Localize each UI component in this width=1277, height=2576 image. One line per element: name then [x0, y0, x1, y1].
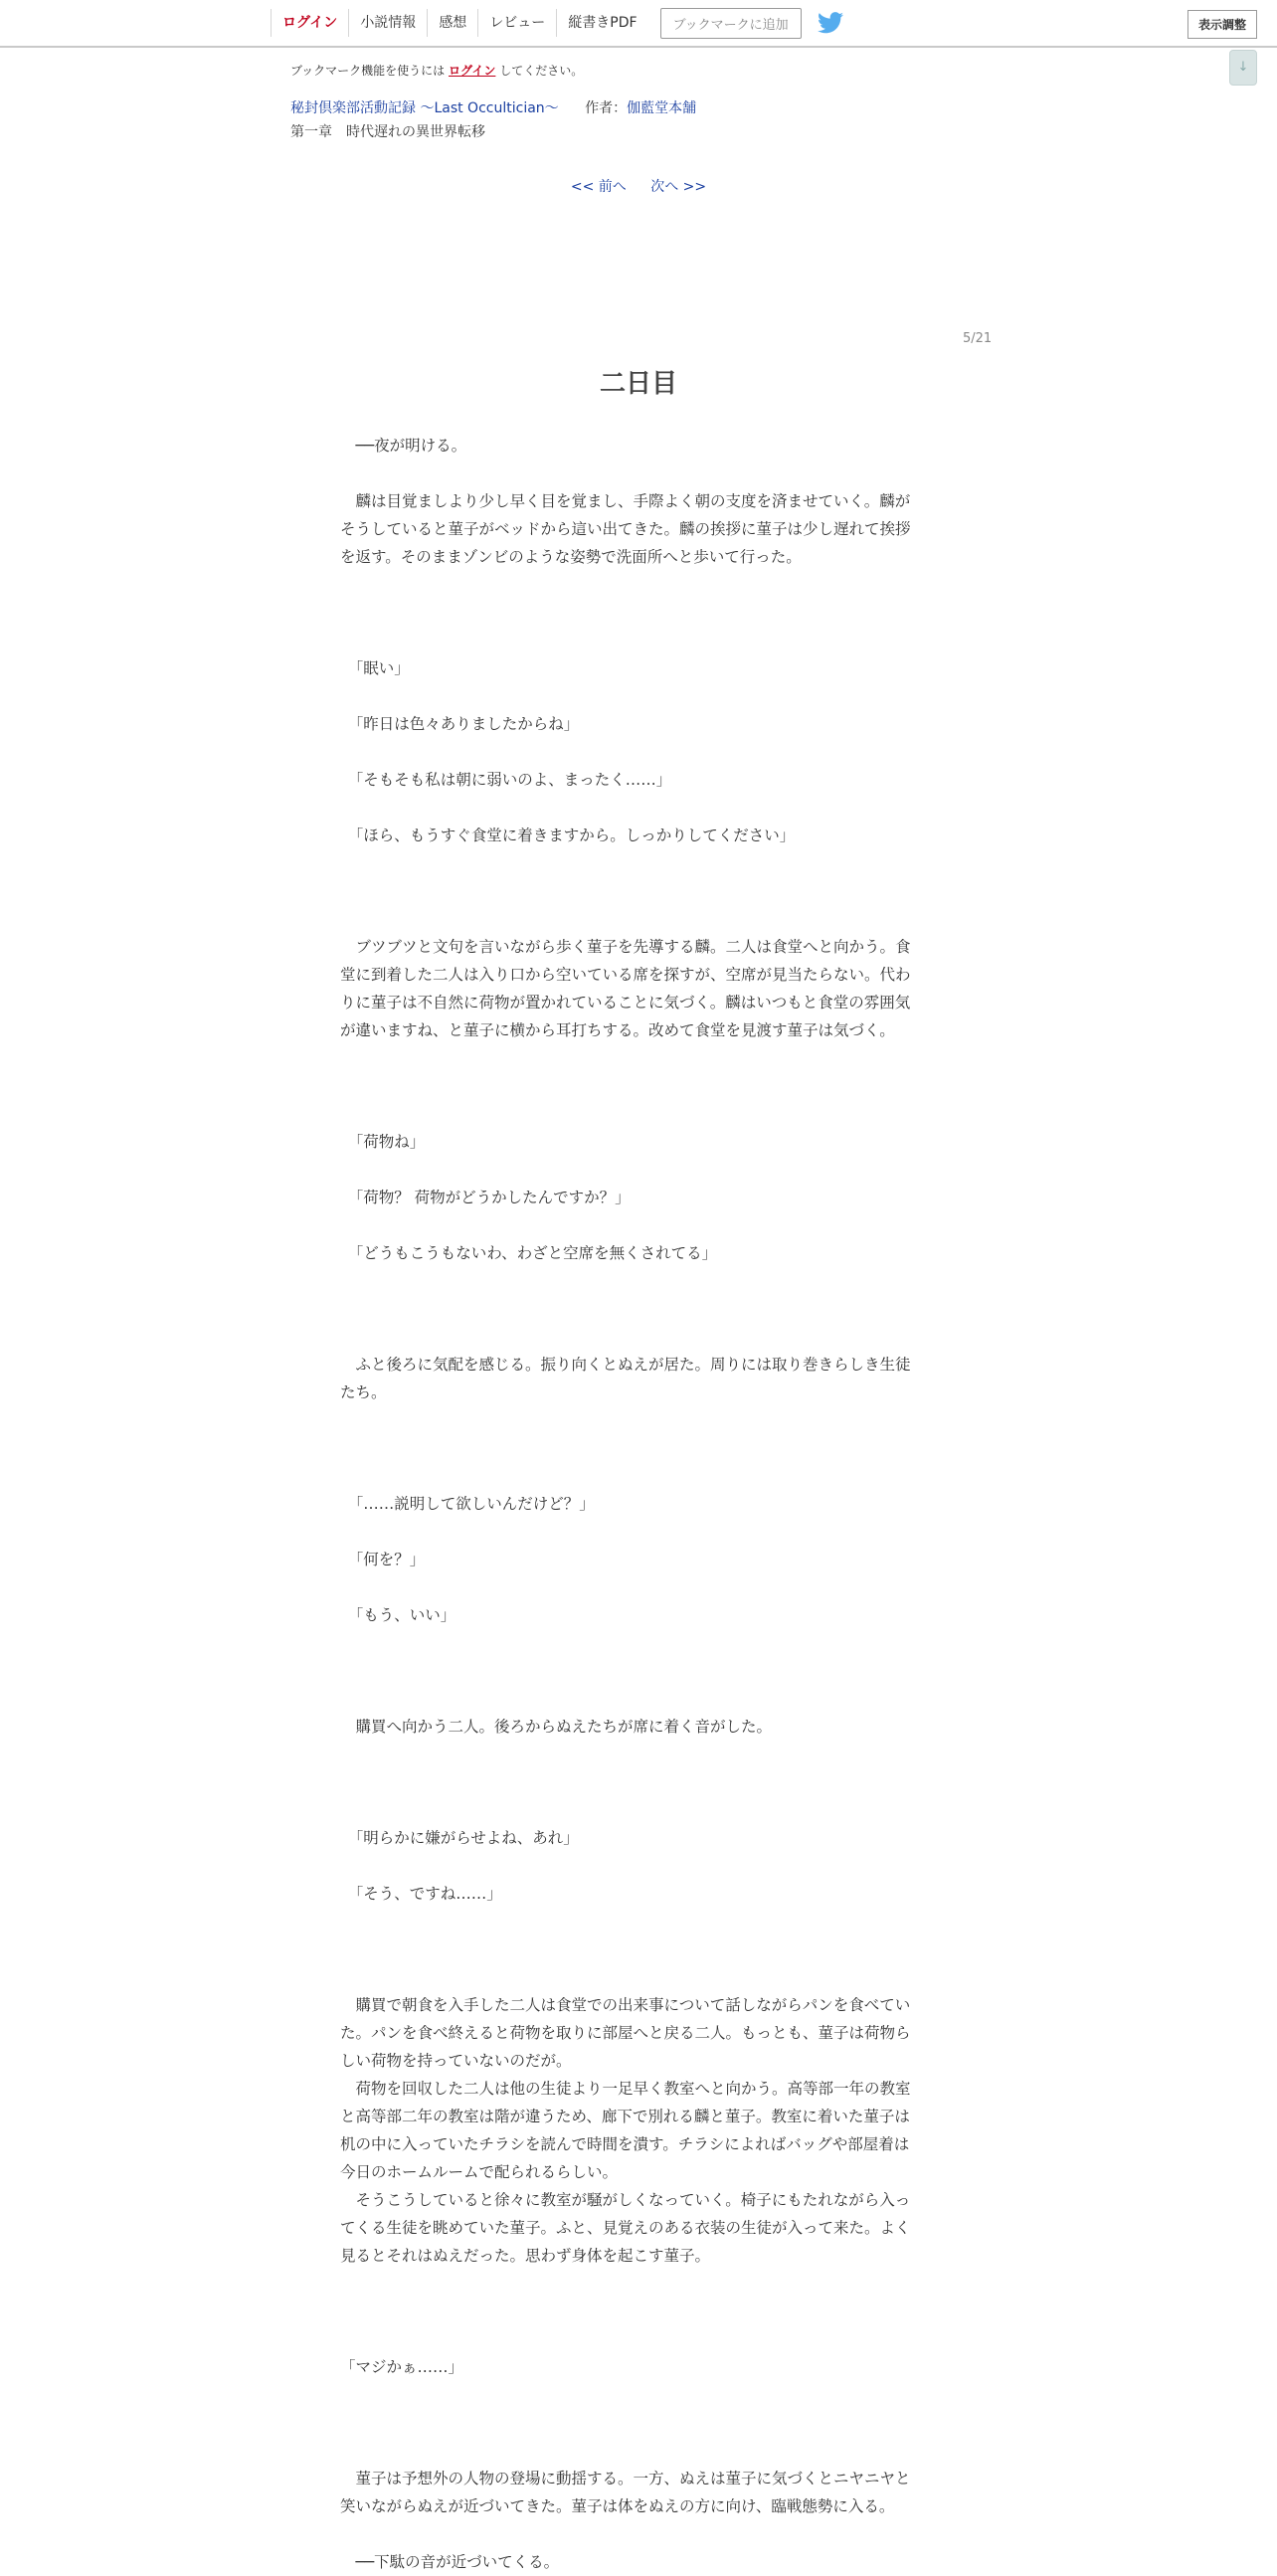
novel-line	[340, 627, 931, 654]
novel-line: しい荷物を持っていないのだが。	[340, 2052, 572, 2070]
series-info	[290, 97, 696, 117]
novel-line	[340, 1963, 931, 1991]
author-label: 作者：	[585, 100, 628, 116]
novel-line: 「眠い」	[340, 659, 410, 677]
novel-line	[340, 2409, 931, 2437]
nav-novel-info[interactable]: 小説情報	[348, 9, 427, 37]
novel-line: 「荷物ね」	[340, 1133, 426, 1151]
novel-line: 「もう、いい」	[340, 1606, 456, 1624]
novel-line: 「マジかぁ……」	[340, 2358, 464, 2376]
novel-line	[340, 1323, 931, 1351]
novel-line	[340, 794, 931, 822]
novel-line: 「どうもこうもないわ、わざと空席を無くされてる」	[340, 1244, 718, 1262]
novel-line	[340, 2520, 931, 2548]
site-header	[0, 0, 1277, 48]
novel-line	[340, 682, 931, 710]
novel-line	[340, 1685, 931, 1713]
novel-line	[340, 1434, 931, 1462]
series-title-link[interactable]: 秘封倶楽部活動記録 ～Last Occultician～	[290, 100, 559, 116]
novel-line: そうこうしていると徐々に教室が騒がしくなっていく。椅子にもたれながら入っ	[340, 2191, 911, 2209]
novel-line: 「荷物？ 荷物がどうかしたんですか？」	[340, 1189, 631, 1206]
novel-line	[340, 849, 931, 877]
novel-line	[340, 2270, 931, 2298]
twitter-icon[interactable]	[818, 12, 843, 34]
novel-line	[340, 1100, 931, 1128]
author-link[interactable]: 伽藍堂本舗	[627, 100, 697, 116]
novel-line: 「……説明して欲しいんだけど？」	[340, 1495, 595, 1513]
novel-line: 「そもそも私は朝に弱いのよ、まったく……」	[340, 771, 672, 789]
next-page-link[interactable]: 次へ >>	[650, 179, 707, 195]
novel-line	[340, 738, 931, 766]
novel-line: と高等部二年の教室は階が違うため、廊下で別れる麟と菫子。教室に着いた菫子は	[340, 2108, 910, 2125]
novel-line: 荷物を回収した二人は他の生徒より一足早く教室へと向かう。高等部一年の教室	[340, 2080, 911, 2098]
novel-line: が違いますね、と菫子に横から耳打ちする。改めて食堂を見渡す菫子は気づく。	[340, 1021, 895, 1039]
novel-line: てくる生徒を眺めていた菫子。ふと、見覚えのある衣装の生徒が入って来た。よく	[340, 2219, 911, 2237]
novel-line: 「そう、ですね……」	[340, 1885, 502, 1903]
novel-line: ──夜が明ける。	[340, 437, 467, 455]
notice-text-after: してください。	[495, 64, 584, 78]
novel-line: 麟は目覚ましより少し早く目を覚まし、手際よく朝の支度を済ませていく。麟が	[340, 492, 911, 510]
novel-line	[340, 877, 931, 905]
novel-line: 「ほら、もうすぐ食堂に着きますから。しっかりしてください」	[340, 827, 796, 844]
novel-line: を返す。そのままゾンビのような姿勢で洗面所へと歩いて行った。	[340, 548, 802, 566]
novel-line	[340, 1629, 931, 1657]
episode-title: 二日目	[599, 369, 677, 399]
novel-line	[340, 905, 931, 933]
novel-line	[340, 460, 931, 487]
pager	[0, 176, 1277, 196]
chapter-title: 第一章 時代遅れの異世界転移	[290, 124, 485, 140]
novel-line: ブツブツと文句を言いながら歩く菫子を先導する麟。二人は食堂へと向かう。食	[340, 938, 911, 956]
novel-line: 机の中に入っていたチラシを読んで時間を潰す。チラシによればバッグや部屋着は	[340, 2135, 910, 2153]
page-number: 5/21	[963, 331, 993, 346]
novel-line: 購買で朝食を入手した二人は食堂での出来事について話しながらパンを食べてい	[340, 1996, 911, 2014]
nav-vertical-pdf[interactable]: 縦書きPDF	[556, 9, 647, 37]
novel-line	[340, 1518, 931, 1546]
notice-text-before: ブックマーク機能を使うには	[290, 64, 449, 78]
scroll-down-button[interactable]: ↓	[1229, 50, 1257, 86]
novel-line	[340, 1211, 931, 1239]
novel-line: 「明らかに嫌がらせよね、あれ」	[340, 1829, 579, 1847]
novel-line	[340, 1796, 931, 1824]
nav-login[interactable]: ログイン	[271, 9, 348, 37]
display-settings-button[interactable]: 表示調整	[1187, 10, 1257, 39]
prev-page-link[interactable]: << 前へ	[570, 179, 627, 195]
novel-line	[340, 571, 931, 599]
novel-line: たち。	[340, 1383, 387, 1401]
novel-line	[340, 1573, 931, 1601]
novel-line	[340, 1156, 931, 1184]
novel-line: 今日のホームルームで配られるらしい。	[340, 2163, 619, 2181]
novel-line: ふと後ろに気配を感じる。振り向くとぬえが居た。周りには取り巻きらしき生徒	[340, 1356, 911, 1374]
novel-line	[340, 1267, 931, 1295]
novel-line	[340, 1295, 931, 1323]
novel-line	[340, 1462, 931, 1490]
novel-line	[340, 1072, 931, 1100]
novel-line	[340, 2437, 931, 2465]
nav-impressions[interactable]: 感想	[427, 9, 477, 37]
novel-line: そうしていると菫子がベッドから這い出てきた。麟の挨拶に菫子は少し遅れて挨拶	[340, 520, 911, 538]
novel-line: た。パンを食べ終えると荷物を取りに部屋へと戻る二人。もっとも、菫子は荷物ら	[340, 2024, 911, 2042]
novel-line	[340, 2381, 931, 2409]
notice-login-link[interactable]: ログイン	[448, 64, 496, 78]
novel-line: りに菫子は不自然に荷物が置かれていることに気づく。麟はいつもと食堂の雰囲気	[340, 994, 911, 1012]
novel-line: 「何を？」	[340, 1551, 426, 1568]
novel-line	[340, 1044, 931, 1072]
novel-line: 「昨日は色々ありましたからね」	[340, 715, 580, 733]
novel-line	[340, 1406, 931, 1434]
novel-line	[340, 1657, 931, 1685]
add-bookmark-button[interactable]: ブックマークに追加	[660, 8, 802, 39]
novel-line	[340, 1741, 931, 1768]
novel-line: 購買へ向かう二人。後ろからぬえたちが席に着く音がした。	[340, 1718, 773, 1736]
novel-line: 堂に到着した二人は入り口から空いている席を探すが、空席が見当たらない。代わ	[340, 966, 911, 984]
novel-line	[340, 1768, 931, 1796]
novel-line: ──下駄の音が近づいてくる。	[340, 2553, 560, 2571]
novel-line	[340, 1908, 931, 1935]
novel-body	[340, 432, 931, 2576]
novel-line: 菫子は予想外の人物の登場に動揺する。一方、ぬえは菫子に気づくとニヤニヤと	[340, 2470, 911, 2487]
novel-line	[340, 599, 931, 627]
novel-line: 笑いながらぬえが近づいてきた。菫子は体をぬえの方に向け、臨戦態勢に入る。	[340, 2497, 895, 2515]
nav-review[interactable]: レビュー	[477, 9, 556, 37]
bookmark-login-notice	[290, 62, 583, 79]
novel-line: 見るとそれはぬえだった。思わず身体を起こす菫子。	[340, 2247, 711, 2265]
top-nav	[271, 0, 843, 46]
novel-line	[340, 2298, 931, 2325]
novel-line	[340, 2325, 931, 2353]
novel-line	[340, 1852, 931, 1880]
novel-line	[340, 1935, 931, 1963]
